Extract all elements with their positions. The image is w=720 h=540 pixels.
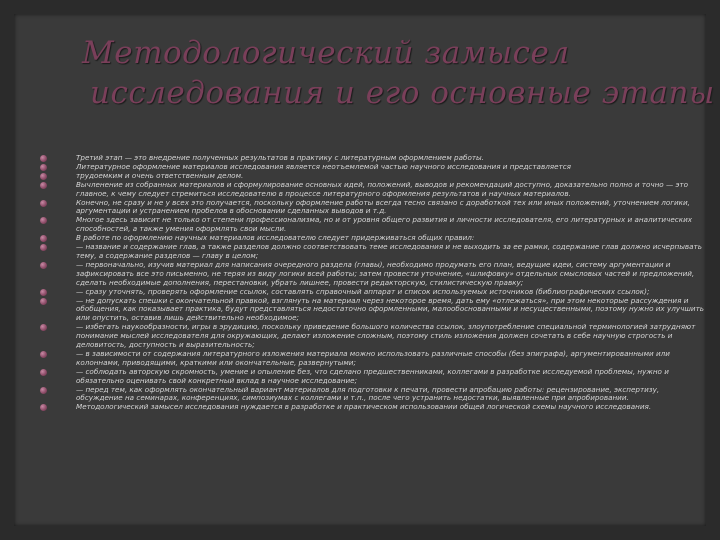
title-line-1: Методологический замысел [82, 35, 570, 71]
bullet-icon [40, 164, 47, 171]
slide-title [82, 33, 715, 128]
bullet-icon [40, 155, 47, 162]
bullet-list [40, 154, 705, 412]
bullet-item: — первоначально, изучив материал для написания очередного раздела (главы), необходимо продумать его план, ведущие идеи, систему аргументации и зафиксировать все это письменно, не теряя из виду логики всей работы; затем провести уточнение, «шлифовку» отдельных смысловых частей и предложений, сделать необходимые дополнения, перестановки, убрать лишнее, провести редакторскую, стилистическую правку; [40, 261, 705, 288]
bullet-item: Многое здесь зависит не только от степени профессионализма, но и от уровня общего развития и личности исследователя, его литературных и аналитических способностей, а также умения оформлять свои мысли. [40, 216, 705, 234]
bullet-item: — в зависимости от содержания литературного изложения материала можно использовать различные способы (без эпиграфа), аргументированными или колоннами, приводящими, краткими или окончательные, развернутыми; [40, 350, 705, 368]
bullet-item: — название и содержание глав, а также разделов должно соответствовать теме исследования и не выходить за ее рамки, содержание глав должно исчерпывать тему, а содержание разделов — главу в целом; [40, 243, 705, 261]
bullet-icon [40, 351, 47, 358]
bullet-item: Литературное оформление материалов исследования является неотъемлемой частью научного исследования и представляется [40, 163, 705, 172]
bullet-item: — перед тем, как оформлять окончательный вариант материалов для подготовки к печати, провести апробацию работы: рецензирование, экспертизу, обсуждение на семинарах, конференциях, симпозиумах с коллегами и т.п., после чего устранить недостатки, выявленные при апробировании. [40, 386, 705, 404]
bullet-item: трудоемким и очень ответственным делом. [40, 172, 705, 181]
bullet-icon [40, 324, 47, 331]
bullet-icon [40, 244, 47, 251]
bullet-icon [40, 298, 47, 305]
bullet-item: — не допускать спешки с окончательной правкой, взглянуть на материал через некоторое время, дать ему «отлежаться», при этом некоторые рассуждения и обобщения, как показывает практика, будут представляться недостаточно оформленными, малообоснованными и несущественными, поэтому нужно их улучшить или опустить, оставив лишь действительно необходимое; [40, 297, 705, 324]
bullet-icon [40, 200, 47, 207]
bullet-icon [40, 387, 47, 394]
bullet-item: — избегать наукообразности, игры в эрудицию, поскольку приведение большого количества ссылок, злоупотребление специальной терминологией затрудняют понимание мыслей исследователя для окружающих, делают изложение сложным, поэтому стиль изложения должен сочетать в себе научную строгость и деловитость, доступность и выразительность; [40, 323, 705, 350]
bullet-icon [40, 182, 47, 189]
bullet-icon [40, 173, 47, 180]
bullet-item: Конечно, не сразу и не у всех это получается, поскольку оформление работы всегда тесно связано с доработкой тех или иных положений, уточнением логики, аргументации и устранением пробелов в обосновании сделанных выводов и т.д. [40, 199, 705, 217]
bullet-icon [40, 369, 47, 376]
bullet-item: Вычленение из собранных материалов и сформулирование основных идей, положений, выводов и рекомендаций доступно, доказательно полно и точно — это главное, к чему следует стремиться исследователю в процессе литературного оформления результатов и научных материалов. [40, 181, 705, 199]
bullet-icon [40, 404, 47, 411]
bullet-item: — сразу уточнять, проверять оформление ссылок, составлять справочный аппарат и список используемых источников (библиографических ссылок); [40, 288, 705, 297]
bullet-icon [40, 289, 47, 296]
bullet-item: Методологический замысел исследования нуждается в разработке и практическом использовании общей логической схемы научного исследования. [40, 403, 705, 412]
bullet-item: Третий этап — это внедрение полученных результатов в практику с литературным оформлением работы. [40, 154, 705, 163]
bullet-item: — соблюдать авторскую скромность, умение и опыление без, что сделано предшественниками, коллегами в разработке исследуемой проблемы, нужно и обязательно оценивать свой конкретный вклад в научное исследование; [40, 368, 705, 386]
bullet-icon [40, 217, 47, 224]
bullet-item: В работе по оформлению научных материалов исследователю следует придерживаться общих правил: [40, 234, 705, 243]
bullet-icon [40, 262, 47, 269]
bullet-icon [40, 235, 47, 242]
title-line-2: исследования и его основные этапы [90, 75, 715, 111]
